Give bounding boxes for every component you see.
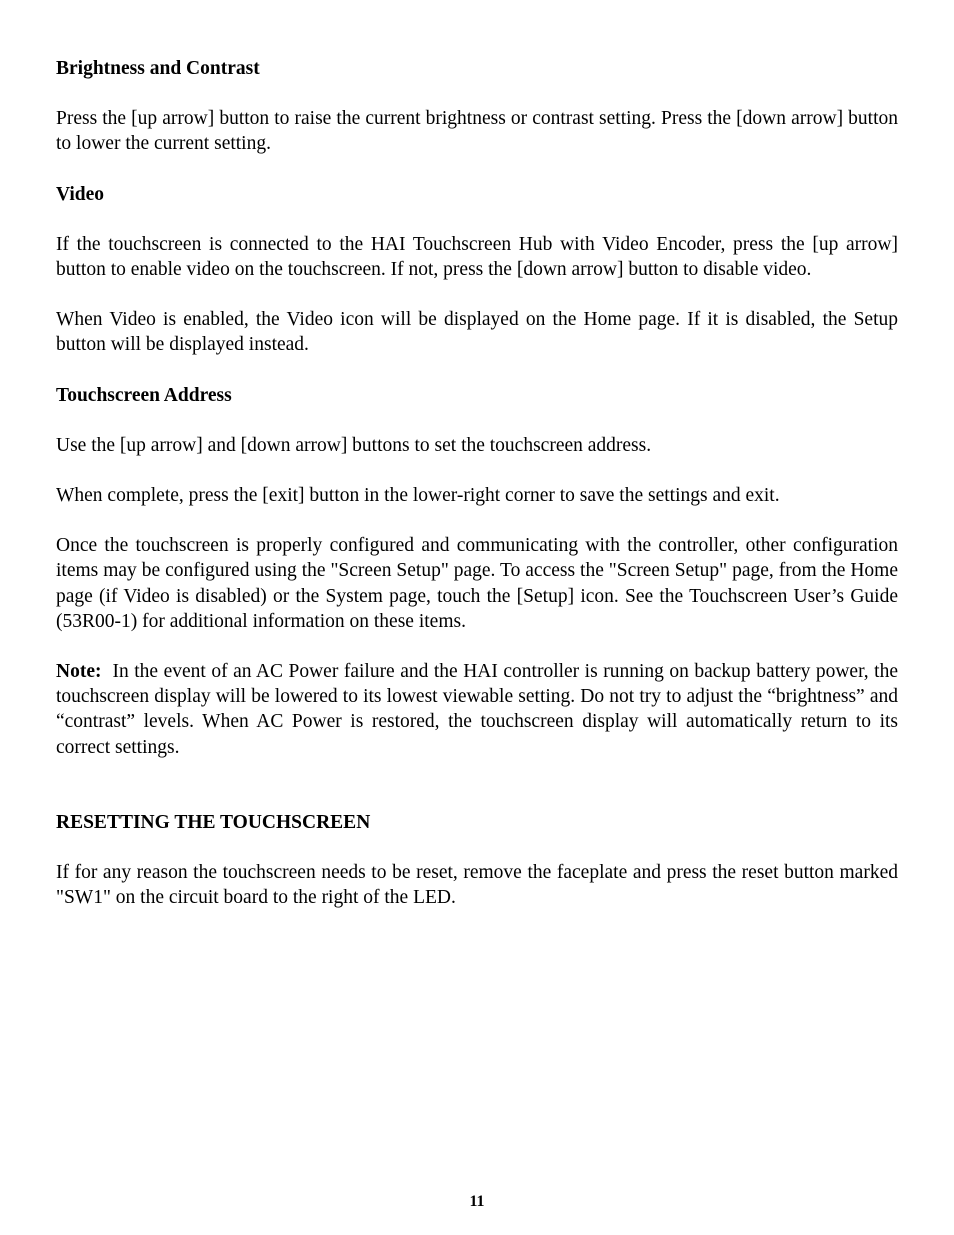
reset-heading: RESETTING THE TOUCHSCREEN xyxy=(56,811,371,833)
brightness-paragraph: Press the [up arrow] button to raise the current brightness or contrast setting. Press the [down arrow] button to lower the current setting. xyxy=(56,108,898,155)
note-text: In the event of an AC Power failure and the HAI controller is running on backup battery power, the touchscreen display will be lowered to its lowest viewable setting. Do not try to adjust the “brightness” and “contrast” levels. When AC Power is restored, the touchscreen display will automatically return to its correct settings. xyxy=(56,661,898,758)
address-paragraph-2: When complete, press the [exit] button in the lower-right corner to save the settings and exit. xyxy=(56,485,780,507)
address-heading: Touchscreen Address xyxy=(56,384,232,406)
video-paragraph-2: When Video is enabled, the Video icon will be displayed on the Home page. If it is disabled, the Setup button will be displayed instead. xyxy=(56,309,898,356)
video-paragraph-1: If the touchscreen is connected to the HAI Touchscreen Hub with Video Encoder, press the [up arrow] button to enable video on the touchscreen. If not, press the [down arrow] button to disable video. xyxy=(56,233,898,281)
note-paragraph xyxy=(56,659,898,760)
document-page xyxy=(56,56,898,935)
address-paragraph-1: Use the [up arrow] and [down arrow] buttons to set the touchscreen address. xyxy=(56,434,652,456)
brightness-heading: Brightness and Contrast xyxy=(56,58,260,79)
video-heading: Video xyxy=(56,183,105,205)
page-number: 11 xyxy=(469,1193,485,1210)
address-paragraph-3: Once the touchscreen is properly configured and communicating with the controller, other configuration items may be configured using the "Screen Setup" page. To access the "Screen Setup" page, from the Home page (if Video is disabled) or the System page, touch the [Setup] icon. See the Touchscreen User’s Guide (53R00-1) for additional information on these items. xyxy=(56,535,898,632)
reset-paragraph: If for any reason the touchscreen needs to be reset, remove the faceplate and press the reset button marked "SW1" on the circuit board to the right of the LED. xyxy=(56,862,898,909)
note-label: Note: xyxy=(56,661,102,683)
